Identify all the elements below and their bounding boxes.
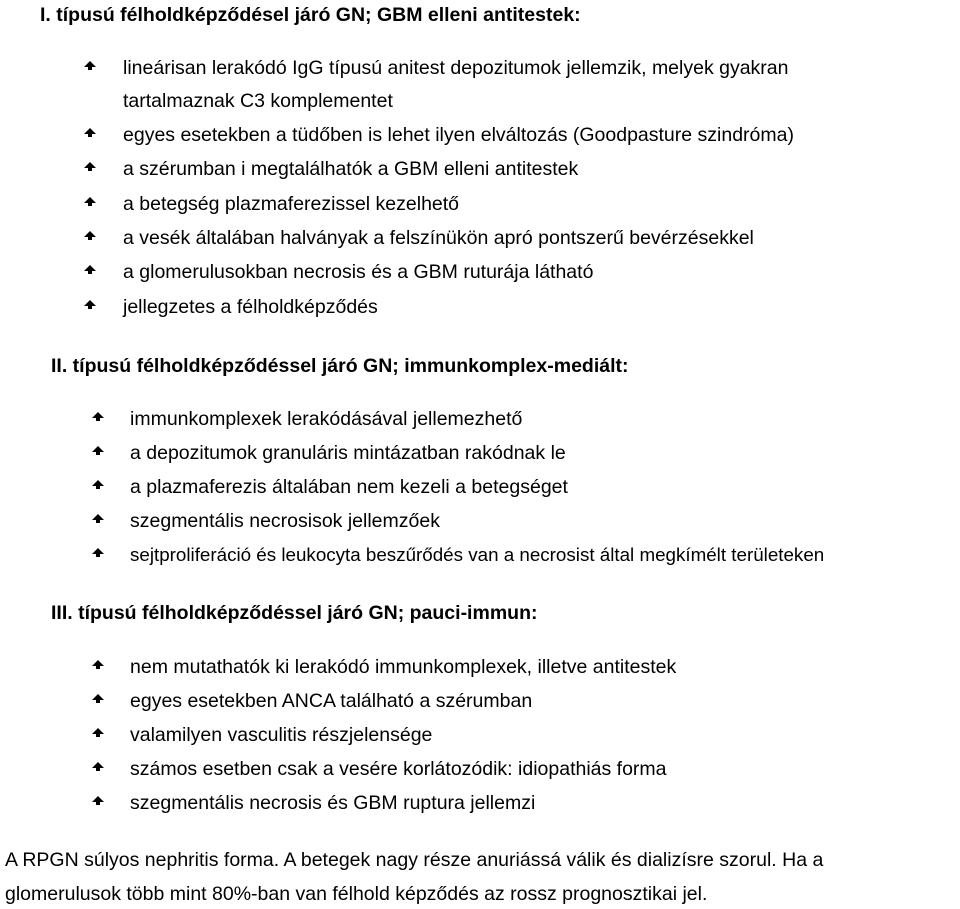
arrow-up-bullet-icon [84, 61, 96, 71]
section-3-item-2: egyes esetekben ANCA található a szérumban [130, 690, 533, 712]
arrow-up-bullet-icon [84, 300, 96, 310]
summary-line-2: glomerulusok több mint 80%-ban van félhold képződés az rossz prognosztikai jel. [5, 883, 708, 905]
section-3-item-5: szegmentális necrosis és GBM ruptura jellemzi [130, 792, 536, 814]
section-1-item-4: a betegség plazmaferezissel kezelhető [123, 193, 460, 215]
section-1-item-7: jellegzetes a félholdképződés [123, 296, 378, 318]
section-1-item-2: egyes esetekben a tüdőben is lehet ilyen elváltozás (Goodpasture szindróma) [123, 124, 794, 146]
section-2-item-1: immunkomplexek lerakódásával jellemezhető [130, 408, 523, 430]
section-3-item-1: nem mutathatók ki lerakódó immunkomplexek, illetve antitestek [130, 656, 677, 678]
section-2-heading: II. típusú félholdképződéssel járó GN; immunkomplex-mediált: [51, 355, 629, 377]
arrow-up-bullet-icon [92, 728, 104, 738]
section-1-heading: I. típusú félholdképződésel járó GN; GBM elleni antitestek: [40, 4, 581, 26]
section-1-item-6: a glomerulusokban necrosis és a GBM ruturája látható [123, 261, 594, 283]
arrow-up-bullet-icon [84, 162, 96, 172]
arrow-up-bullet-icon [92, 480, 104, 490]
section-1-item-5: a vesék általában halványak a felszínükön apró pontszerű bevérzésekkel [123, 227, 754, 249]
section-3-heading: III. típusú félholdképződéssel járó GN; pauci-immun: [51, 602, 538, 624]
arrow-up-bullet-icon [92, 694, 104, 704]
arrow-up-bullet-icon [92, 514, 104, 524]
arrow-up-bullet-icon [92, 762, 104, 772]
section-2-item-5: sejtproliferáció és leukocyta beszűrődés van a necrosist által megkímélt területeken [130, 544, 825, 565]
arrow-up-bullet-icon [84, 231, 96, 241]
arrow-up-bullet-icon [92, 796, 104, 806]
section-1-item-1-line-2: tartalmaznak C3 komplementet [123, 90, 393, 112]
arrow-up-bullet-icon [84, 197, 96, 207]
arrow-up-bullet-icon [92, 548, 104, 558]
section-3-item-4: számos esetben csak a vesére korlátozódik: idiopathiás forma [130, 758, 667, 780]
section-3-item-3: valamilyen vasculitis részjelensége [130, 724, 433, 746]
arrow-up-bullet-icon [84, 128, 96, 138]
summary-line-1: A RPGN súlyos nephritis forma. A betegek nagy része anuriássá válik és dializísre szorul. Ha a [5, 849, 824, 871]
arrow-up-bullet-icon [92, 446, 104, 456]
section-2-item-2: a depozitumok granuláris mintázatban rakódnak le [130, 442, 566, 464]
section-1-item-3: a szérumban i megtalálhatók a GBM elleni antitestek [123, 158, 579, 180]
arrow-up-bullet-icon [92, 660, 104, 670]
section-2-item-3: a plazmaferezis általában nem kezeli a betegséget [130, 476, 568, 498]
section-1-item-1-line-1: lineárisan lerakódó IgG típusú anitest depozitumok jellemzik, melyek gyakran [123, 57, 789, 79]
section-2-item-4: szegmentális necrosisok jellemzőek [130, 510, 440, 532]
arrow-up-bullet-icon [92, 412, 104, 422]
arrow-up-bullet-icon [84, 265, 96, 275]
